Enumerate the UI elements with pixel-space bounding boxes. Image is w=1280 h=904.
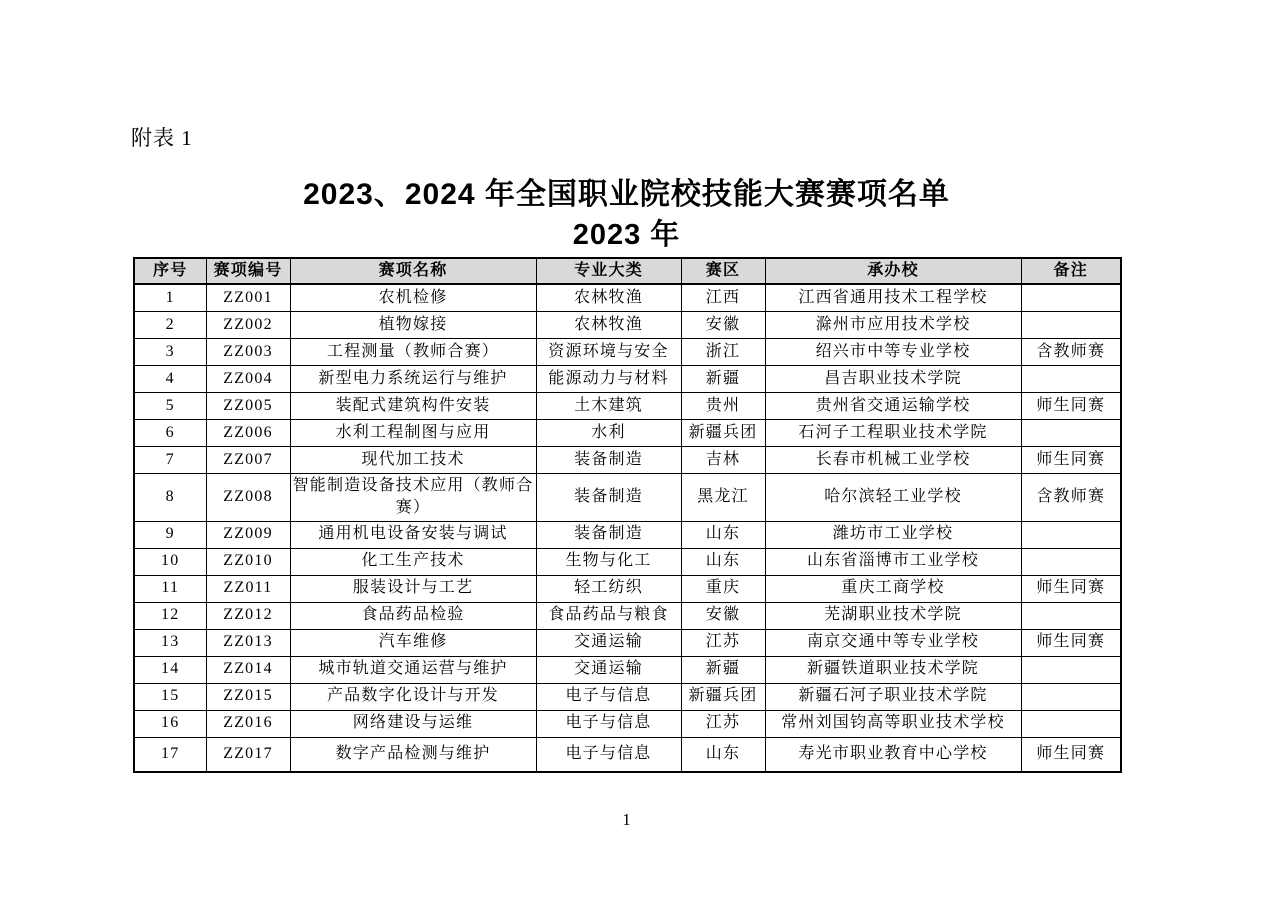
cell-host-school: 石河子工程职业技术学院	[765, 419, 1021, 446]
cell-event-name: 汽车维修	[290, 629, 536, 656]
cell-notes	[1021, 365, 1121, 392]
cell-host-school: 绍兴市中等专业学校	[765, 338, 1021, 365]
cell-zone: 贵州	[681, 392, 765, 419]
cell-event-code: ZZ017	[206, 737, 290, 772]
table-row	[134, 683, 1121, 710]
cell-zone: 黑龙江	[681, 473, 765, 521]
cell-notes: 师生同赛	[1021, 446, 1121, 473]
cell-event-code: ZZ002	[206, 311, 290, 338]
cell-event-code: ZZ012	[206, 602, 290, 629]
cell-index: 4	[134, 365, 206, 392]
cell-index: 16	[134, 710, 206, 737]
cell-major-category: 装备制造	[536, 473, 681, 521]
cell-event-code: ZZ001	[206, 284, 290, 311]
table-row	[134, 473, 1121, 521]
cell-major-category: 交通运输	[536, 656, 681, 683]
cell-event-name: 通用机电设备安装与调试	[290, 521, 536, 548]
table-row	[134, 311, 1121, 338]
cell-event-name: 植物嫁接	[290, 311, 536, 338]
appendix-label: 附表 1	[131, 126, 193, 150]
cell-zone: 安徽	[681, 602, 765, 629]
document-title: 2023、2024 年全国职业院校技能大赛赛项名单	[303, 178, 950, 211]
cell-index: 2	[134, 311, 206, 338]
cell-event-code: ZZ016	[206, 710, 290, 737]
cell-index: 1	[134, 284, 206, 311]
table-row	[134, 365, 1121, 392]
cell-index: 10	[134, 548, 206, 575]
cell-notes	[1021, 710, 1121, 737]
cell-index: 11	[134, 575, 206, 602]
cell-major-category: 轻工纺织	[536, 575, 681, 602]
cell-major-category: 电子与信息	[536, 710, 681, 737]
cell-event-code: ZZ011	[206, 575, 290, 602]
cell-event-name: 食品药品检验	[290, 602, 536, 629]
cell-notes	[1021, 311, 1121, 338]
cell-event-name: 化工生产技术	[290, 548, 536, 575]
table-row	[134, 710, 1121, 737]
cell-event-code: ZZ006	[206, 419, 290, 446]
column-header-major-category: 专业大类	[536, 258, 681, 284]
cell-notes	[1021, 548, 1121, 575]
cell-event-code: ZZ004	[206, 365, 290, 392]
cell-index: 8	[134, 473, 206, 521]
table-row	[134, 446, 1121, 473]
cell-notes	[1021, 419, 1121, 446]
table-row	[134, 392, 1121, 419]
cell-index: 9	[134, 521, 206, 548]
cell-index: 7	[134, 446, 206, 473]
cell-event-name: 网络建设与运维	[290, 710, 536, 737]
cell-major-category: 农林牧渔	[536, 311, 681, 338]
cell-zone: 新疆	[681, 365, 765, 392]
table-row	[134, 521, 1121, 548]
cell-event-code: ZZ007	[206, 446, 290, 473]
cell-index: 13	[134, 629, 206, 656]
cell-event-name: 工程测量（教师合赛）	[290, 338, 536, 365]
cell-zone: 新疆兵团	[681, 683, 765, 710]
table-row	[134, 338, 1121, 365]
events-table	[133, 257, 1122, 773]
page-number: 1	[622, 810, 631, 829]
cell-event-code: ZZ008	[206, 473, 290, 521]
cell-index: 14	[134, 656, 206, 683]
table-row	[134, 629, 1121, 656]
cell-host-school: 哈尔滨轻工业学校	[765, 473, 1021, 521]
cell-major-category: 农林牧渔	[536, 284, 681, 311]
cell-major-category: 电子与信息	[536, 683, 681, 710]
cell-event-code: ZZ009	[206, 521, 290, 548]
table-row	[134, 602, 1121, 629]
cell-major-category: 食品药品与粮食	[536, 602, 681, 629]
cell-event-name: 装配式建筑构件安装	[290, 392, 536, 419]
cell-host-school: 长春市机械工业学校	[765, 446, 1021, 473]
cell-zone: 重庆	[681, 575, 765, 602]
cell-host-school: 南京交通中等专业学校	[765, 629, 1021, 656]
cell-event-name: 产品数字化设计与开发	[290, 683, 536, 710]
cell-host-school: 滁州市应用技术学校	[765, 311, 1021, 338]
cell-event-code: ZZ005	[206, 392, 290, 419]
cell-major-category: 水利	[536, 419, 681, 446]
table-row	[134, 737, 1121, 772]
table-row	[134, 575, 1121, 602]
cell-event-name: 智能制造设备技术应用（教师合赛）	[290, 473, 536, 521]
cell-host-school: 潍坊市工业学校	[765, 521, 1021, 548]
cell-host-school: 重庆工商学校	[765, 575, 1021, 602]
cell-zone: 安徽	[681, 311, 765, 338]
column-header-notes: 备注	[1021, 258, 1121, 284]
cell-notes	[1021, 602, 1121, 629]
cell-index: 6	[134, 419, 206, 446]
table-head-row	[134, 258, 1121, 284]
cell-host-school: 常州刘国钧高等职业技术学校	[765, 710, 1021, 737]
table-body	[134, 284, 1121, 772]
cell-host-school: 寿光市职业教育中心学校	[765, 737, 1021, 772]
cell-notes: 含教师赛	[1021, 338, 1121, 365]
cell-host-school: 江西省通用技术工程学校	[765, 284, 1021, 311]
cell-notes	[1021, 521, 1121, 548]
cell-major-category: 能源动力与材料	[536, 365, 681, 392]
cell-event-name: 水利工程制图与应用	[290, 419, 536, 446]
cell-notes: 含教师赛	[1021, 473, 1121, 521]
cell-major-category: 生物与化工	[536, 548, 681, 575]
cell-zone: 山东	[681, 548, 765, 575]
column-header-event-code: 赛项编号	[206, 258, 290, 284]
cell-host-school: 昌吉职业技术学院	[765, 365, 1021, 392]
cell-event-name: 农机检修	[290, 284, 536, 311]
cell-major-category: 装备制造	[536, 446, 681, 473]
cell-host-school: 贵州省交通运输学校	[765, 392, 1021, 419]
cell-event-code: ZZ013	[206, 629, 290, 656]
cell-zone: 山东	[681, 737, 765, 772]
cell-event-code: ZZ010	[206, 548, 290, 575]
table-row	[134, 548, 1121, 575]
cell-notes	[1021, 284, 1121, 311]
cell-zone: 新疆兵团	[681, 419, 765, 446]
cell-zone: 山东	[681, 521, 765, 548]
cell-major-category: 电子与信息	[536, 737, 681, 772]
cell-notes: 师生同赛	[1021, 575, 1121, 602]
cell-event-name: 数字产品检测与维护	[290, 737, 536, 772]
column-header-event-name: 赛项名称	[290, 258, 536, 284]
cell-notes	[1021, 683, 1121, 710]
cell-index: 12	[134, 602, 206, 629]
cell-event-name: 城市轨道交通运营与维护	[290, 656, 536, 683]
cell-host-school: 山东省淄博市工业学校	[765, 548, 1021, 575]
cell-zone: 江苏	[681, 629, 765, 656]
cell-notes: 师生同赛	[1021, 629, 1121, 656]
table-row	[134, 419, 1121, 446]
document-subtitle: 2023 年	[572, 219, 681, 251]
cell-notes: 师生同赛	[1021, 392, 1121, 419]
column-header-zone: 赛区	[681, 258, 765, 284]
cell-major-category: 资源环境与安全	[536, 338, 681, 365]
cell-zone: 江西	[681, 284, 765, 311]
cell-event-name: 现代加工技术	[290, 446, 536, 473]
cell-zone: 浙江	[681, 338, 765, 365]
cell-major-category: 装备制造	[536, 521, 681, 548]
cell-index: 5	[134, 392, 206, 419]
cell-zone: 江苏	[681, 710, 765, 737]
cell-host-school: 芜湖职业技术学院	[765, 602, 1021, 629]
cell-major-category: 土木建筑	[536, 392, 681, 419]
cell-host-school: 新疆铁道职业技术学院	[765, 656, 1021, 683]
cell-notes	[1021, 656, 1121, 683]
cell-event-code: ZZ015	[206, 683, 290, 710]
cell-event-code: ZZ014	[206, 656, 290, 683]
cell-zone: 吉林	[681, 446, 765, 473]
table-row	[134, 284, 1121, 311]
cell-index: 3	[134, 338, 206, 365]
cell-notes: 师生同赛	[1021, 737, 1121, 772]
cell-event-name: 新型电力系统运行与维护	[290, 365, 536, 392]
table-row	[134, 656, 1121, 683]
column-header-index: 序号	[134, 258, 206, 284]
cell-major-category: 交通运输	[536, 629, 681, 656]
cell-zone: 新疆	[681, 656, 765, 683]
cell-event-name: 服装设计与工艺	[290, 575, 536, 602]
table-head	[134, 258, 1121, 284]
cell-event-code: ZZ003	[206, 338, 290, 365]
cell-index: 17	[134, 737, 206, 772]
column-header-host-school: 承办校	[765, 258, 1021, 284]
cell-index: 15	[134, 683, 206, 710]
cell-host-school: 新疆石河子职业技术学院	[765, 683, 1021, 710]
